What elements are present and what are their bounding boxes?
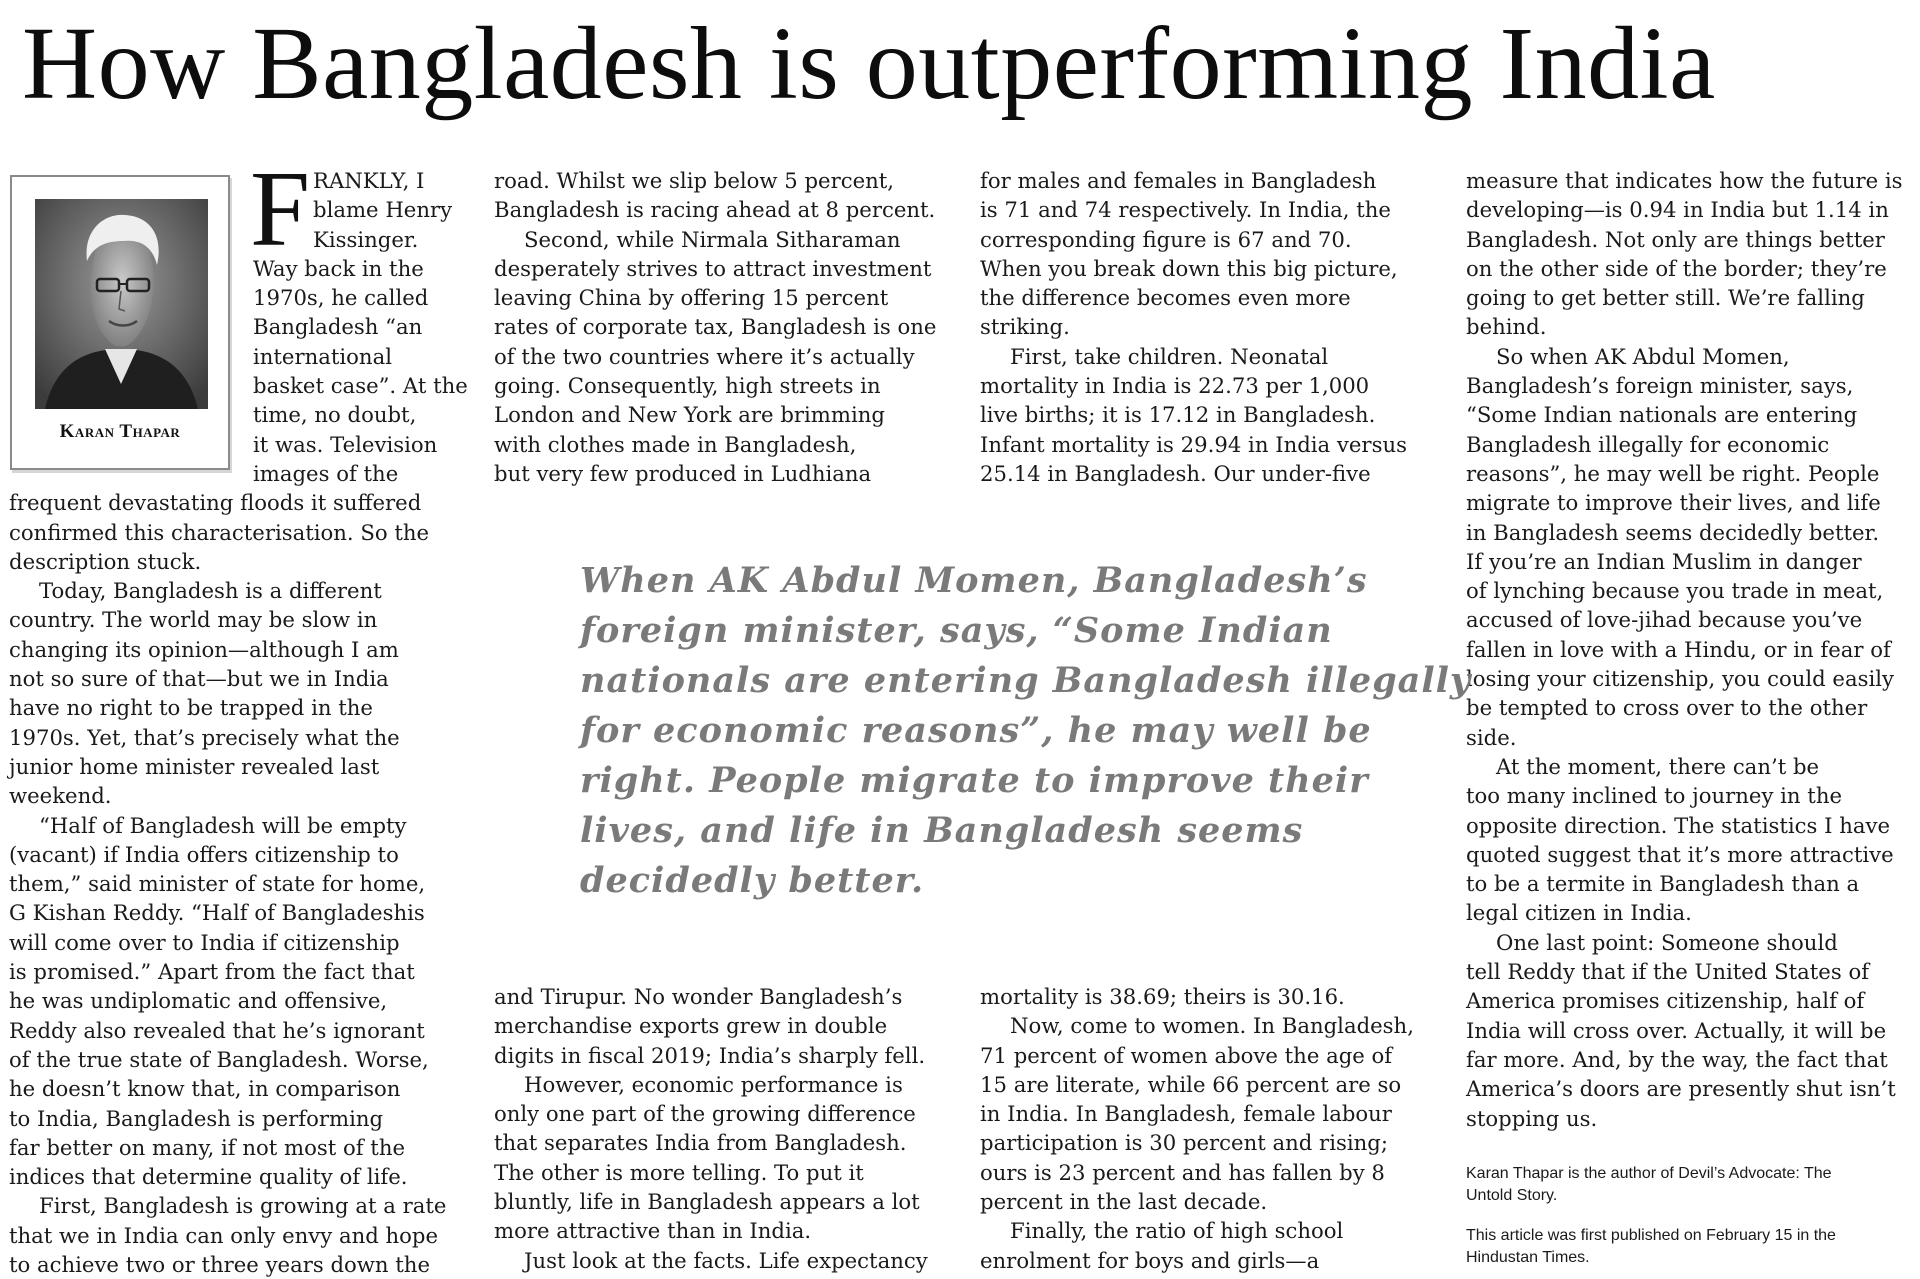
text-line: corresponding figure is 67 and 70.: [980, 226, 1352, 252]
text-line: 1970s. Yet, that’s precisely what the: [9, 724, 400, 750]
text-line: migrate to improve their lives, and life: [1466, 490, 1881, 516]
text-line: in India. In Bangladesh, female labour: [980, 1101, 1392, 1127]
text-line: digits in fiscal 2019; India’s sharply fell.: [494, 1042, 926, 1068]
text-line: stopping us.: [1466, 1105, 1598, 1131]
text-line: When you break down this big picture,: [980, 255, 1398, 281]
lead-lines: [313, 166, 473, 254]
text-line: Now, come to women. In Bangladesh,: [1010, 1013, 1414, 1039]
publication-note-line: Hindustan Times.: [1466, 1249, 1590, 1266]
pull-quote-line: right. People migrate to improve their: [580, 760, 1369, 801]
pull-quote-line: foreign minister, says, “Some Indian: [580, 610, 1333, 651]
text-line: measure that indicates how the future is: [1466, 168, 1903, 193]
author-byline: Karan Thapar: [59, 421, 181, 442]
headline: How Bangladesh is outperforming India: [22, 6, 1716, 121]
text-line: Bangladesh’s foreign minister, says,: [1466, 373, 1854, 399]
text-line: 15 are literate, while 66 percent are so: [980, 1071, 1402, 1097]
text-line: that we in India can only envy and hope: [9, 1222, 439, 1248]
text-line: them,” said minister of state for home,: [9, 871, 426, 897]
text-line: 71 percent of women above the age of: [980, 1042, 1393, 1068]
text-line: changing its opinion—although I am: [9, 636, 399, 662]
text-line: participation is 30 percent and rising;: [980, 1130, 1388, 1156]
text-line: opposite direction. The statistics I have: [1466, 812, 1890, 838]
author-note-line: Karan Thapar is the author of Devil’s Advocate: The: [1466, 1165, 1832, 1182]
text-line: in Bangladesh seems decidedly better.: [1466, 519, 1880, 545]
text-line: reasons”, he may well be right. People: [1466, 460, 1880, 486]
text-line: be tempted to cross over to the other: [1466, 695, 1868, 721]
text-line: road. Whilst we slip below 5 percent,: [494, 168, 895, 193]
text-line: Second, while Nirmala Sitharaman: [524, 226, 901, 252]
text-line: more attractive than in India.: [494, 1218, 812, 1244]
text-line: So when AK Abdul Momen,: [1496, 343, 1790, 369]
text-line: but very few produced in Ludhiana: [494, 460, 872, 486]
text-line: will come over to India if citizenship: [9, 929, 400, 955]
text-line: America promises citizenship, half of: [1466, 988, 1865, 1014]
pull-quote: [580, 556, 1472, 906]
text-line: going to get better still. We’re falling: [1466, 285, 1865, 311]
author-portrait: [35, 199, 208, 409]
text-line: not so sure of that—but we in India: [9, 666, 389, 692]
text-line: behind.: [1466, 314, 1547, 340]
wrap-line: time, no doubt,: [253, 402, 417, 428]
column-2-top-text: [494, 166, 954, 488]
text-line: the difference becomes even more: [980, 285, 1351, 311]
wrap-line: it was. Television: [253, 431, 438, 457]
text-line: confirmed this characterisation. So the: [9, 519, 430, 545]
column-4-text: [1466, 166, 1920, 1133]
pull-quote-line: nationals are entering Bangladesh illegally: [580, 660, 1472, 701]
publication-note-line: This article was first published on February 15 in the: [1466, 1227, 1836, 1244]
pull-quote-line: decidedly better.: [580, 860, 925, 901]
text-line: merchandise exports grew in double: [494, 1013, 888, 1039]
text-line: Bangladesh illegally for economic: [1466, 431, 1830, 457]
author-note: [1466, 1163, 1920, 1207]
text-line: mortality is 38.69; theirs is 30.16.: [980, 984, 1345, 1009]
text-line: country. The world may be slow in: [9, 607, 378, 633]
text-line: However, economic performance is: [524, 1071, 903, 1097]
wrap-lines: [253, 254, 473, 488]
text-line: leaving China by offering 15 percent: [494, 285, 889, 311]
text-line: Today, Bangladesh is a different: [39, 578, 382, 604]
column-3-bottom-text: [980, 982, 1440, 1275]
text-line: going. Consequently, high streets in: [494, 373, 881, 399]
text-line: Infant mortality is 29.94 in India versus: [980, 431, 1407, 457]
text-line: live births; it is 17.12 in Bangladesh.: [980, 402, 1376, 428]
wrap-line: Way back in the: [253, 255, 424, 281]
text-line: First, take children. Neonatal: [1010, 343, 1329, 369]
text-line: junior home minister revealed last: [9, 753, 380, 779]
text-line: The other is more telling. To put it: [494, 1159, 864, 1185]
lead-line: blame Henry: [313, 197, 453, 223]
text-line: of the two countries where it’s actually: [494, 343, 915, 369]
text-line: “Half of Bangladesh will be empty: [39, 812, 407, 838]
pull-quote-line: lives, and life in Bangladesh seems: [580, 810, 1304, 851]
text-line: Just look at the facts. Life expectancy: [524, 1247, 928, 1273]
text-line: to achieve two or three years down the: [9, 1252, 430, 1278]
text-line: G Kishan Reddy. “Half of Bangladeshis: [9, 900, 425, 926]
text-line: America’s doors are presently shut isn’t: [1466, 1076, 1896, 1102]
wrap-line: images of the: [253, 460, 399, 486]
text-line: If you’re an Indian Muslim in danger: [1466, 548, 1862, 574]
text-line: description stuck.: [9, 548, 202, 574]
text-line: “Some Indian nationals are entering: [1466, 402, 1858, 428]
pull-quote-line: for economic reasons”, he may well be: [580, 710, 1372, 751]
text-line: developing—is 0.94 in India but 1.14 in: [1466, 197, 1889, 223]
author-photo-box: [10, 175, 230, 470]
text-line: to India, Bangladesh is performing: [9, 1105, 384, 1131]
text-line: is 71 and 74 respectively. In India, the: [980, 197, 1391, 223]
text-line: weekend.: [9, 783, 112, 809]
text-line: percent in the last decade.: [980, 1189, 1268, 1215]
pull-quote-line: When AK Abdul Momen, Bangladesh’s: [580, 560, 1368, 601]
wrap-line: 1970s, he called: [253, 285, 429, 311]
text-line: he doesn’t know that, in comparison: [9, 1076, 401, 1102]
publication-note: [1466, 1225, 1920, 1269]
text-line: India will cross over. Actually, it will be: [1466, 1017, 1887, 1043]
text-line: rates of corporate tax, Bangladesh is one: [494, 314, 937, 340]
text-line: One last point: Someone should: [1496, 929, 1838, 955]
text-line: First, Bangladesh is growing at a rate: [39, 1193, 447, 1219]
column-2-bottom-text: [494, 982, 954, 1275]
text-line: ours is 23 percent and has fallen by 8: [980, 1159, 1385, 1185]
text-line: far better on many, if not most of the: [9, 1134, 406, 1160]
text-line: Bangladesh. Not only are things better: [1466, 226, 1885, 252]
lead-line: Kissinger.: [313, 226, 419, 252]
text-line: of the true state of Bangladesh. Worse,: [9, 1046, 429, 1072]
text-line: Finally, the ratio of high school: [1010, 1218, 1344, 1244]
text-line: on the other side of the border; they’re: [1466, 255, 1887, 281]
text-line: enrolment for boys and girls—a: [980, 1247, 1320, 1273]
text-line: fallen in love with a Hindu, or in fear of: [1466, 636, 1891, 662]
text-line: (vacant) if India offers citizenship to: [9, 841, 399, 867]
text-line: is promised.” Apart from the fact that: [9, 959, 415, 985]
text-line: mortality in India is 22.73 per 1,000: [980, 373, 1370, 399]
text-line: far more. And, by the way, the fact that: [1466, 1046, 1888, 1072]
text-line: desperately strives to attract investment: [494, 255, 932, 281]
text-line: Bangladesh is racing ahead at 8 percent.: [494, 197, 936, 223]
text-line: and Tirupur. No wonder Bangladesh’s: [494, 984, 903, 1009]
text-line: bluntly, life in Bangladesh appears a lot: [494, 1189, 920, 1215]
text-line: side.: [1466, 724, 1517, 750]
text-line: At the moment, there can’t be: [1496, 753, 1820, 779]
text-line: to be a termite in Bangladesh than a: [1466, 871, 1860, 897]
text-line: of lynching because you trade in meat,: [1466, 578, 1884, 604]
text-line: too many inclined to journey in the: [1466, 783, 1843, 809]
column-1-text: [9, 488, 469, 1279]
text-line: tell Reddy that if the United States of: [1466, 959, 1870, 985]
text-line: with clothes made in Bangladesh,: [494, 431, 857, 457]
text-line: legal citizen in India.: [1466, 900, 1692, 926]
text-line: quoted suggest that it’s more attractive: [1466, 841, 1894, 867]
text-line: for males and females in Bangladesh: [980, 168, 1377, 193]
wrap-line: Bangladesh “an: [253, 314, 423, 340]
text-line: Reddy also revealed that he’s ignorant: [9, 1017, 425, 1043]
text-line: only one part of the growing difference: [494, 1101, 916, 1127]
text-line: losing your citizenship, you could easily: [1466, 666, 1894, 692]
column-3-top-text: [980, 166, 1440, 488]
text-line: frequent devastating floods it suffered: [9, 490, 422, 516]
text-line: he was undiplomatic and offensive,: [9, 988, 388, 1014]
wrap-line: basket case”. At the: [253, 373, 468, 399]
drop-cap: F: [250, 150, 311, 269]
text-line: striking.: [980, 314, 1070, 340]
text-line: London and New York are brimming: [494, 402, 885, 428]
wrap-line: international: [253, 343, 392, 369]
text-line: have no right to be trapped in the: [9, 695, 373, 721]
text-line: that separates India from Bangladesh.: [494, 1130, 907, 1156]
author-note-line: Untold Story.: [1466, 1187, 1558, 1204]
text-line: accused of love-jihad because you’ve: [1466, 607, 1863, 633]
text-line: 25.14 in Bangladesh. Our under-five: [980, 460, 1371, 486]
lead-line: RANKLY, I: [313, 168, 425, 193]
text-line: indices that determine quality of life.: [9, 1164, 408, 1190]
